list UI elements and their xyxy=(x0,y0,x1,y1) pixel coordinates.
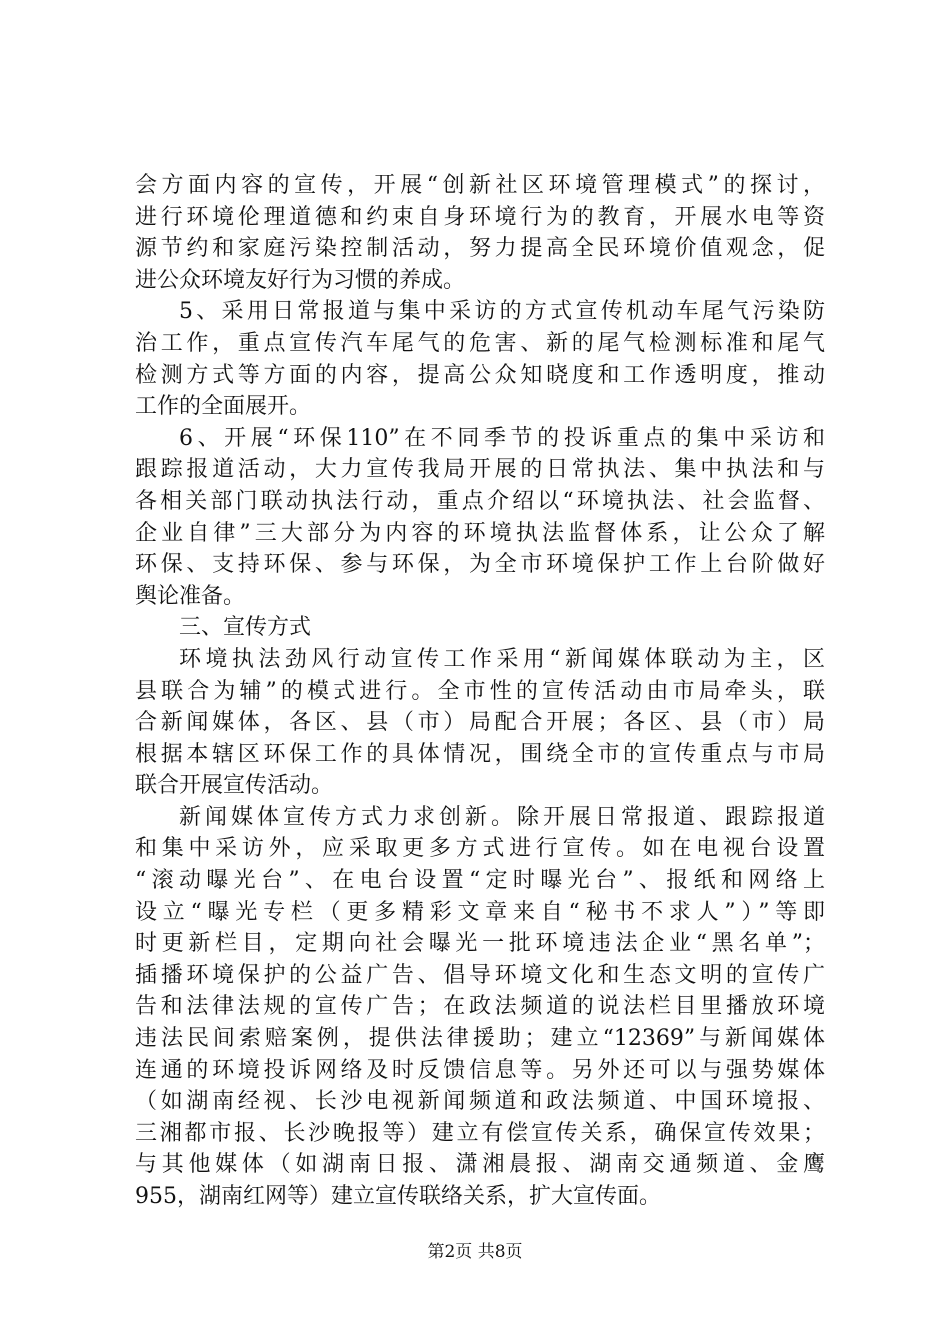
text-line: 5、采用日常报道与集中采访的方式宣传机动车尾气污染防 xyxy=(179,299,825,325)
text-line: 和集中采访外，应采取更多方式进行宣传。如在电视台设置 xyxy=(135,836,825,862)
text-line: （如湖南经视、长沙电视新闻频道和政法频道、中国环境报、 xyxy=(135,1089,825,1115)
text-line: 环保、支持环保、参与环保，为全市环境保护工作上台阶做好 xyxy=(135,552,825,578)
text-line: 舆论准备。 xyxy=(135,583,246,609)
text-line: 联合开展宣传活动。 xyxy=(135,773,334,799)
text-line: 合新闻媒体，各区、县（市）局配合开展；各区、县（市）局 xyxy=(135,710,825,736)
text-line: 县联合为辅”的模式进行。全市性的宣传活动由市局牵头，联 xyxy=(135,678,825,704)
text-line: 三湘都市报、长沙晚报等）建立有偿宣传关系，确保宣传效果； xyxy=(135,1120,825,1146)
text-line: “滚动曝光台”、在电台设置“定时曝光台”、报纸和网络上 xyxy=(135,868,825,894)
text-line: 各相关部门联动执法行动，重点介绍以“环境执法、社会监督、 xyxy=(135,488,825,514)
text-line: 进公众环境友好行为习惯的养成。 xyxy=(135,267,466,293)
text-line: 955，湖南红网等）建立宣传联络关系，扩大宣传面。 xyxy=(135,1184,661,1209)
text-line: 插播环境保护的公益广告、倡导环境文化和生态文明的宣传广 xyxy=(135,962,825,988)
text-line: 检测方式等方面的内容，提高公众知晓度和工作透明度，推动 xyxy=(135,362,825,388)
text-line: 进行环境伦理道德和约束自身环境行为的教育，开展水电等资 xyxy=(135,204,825,230)
text-line: 连通的环境投诉网络及时反馈信息等。另外还可以与强势媒体 xyxy=(135,1057,825,1083)
text-line: 告和法律法规的宣传广告；在政法频道的说法栏目里播放环境 xyxy=(135,994,825,1020)
text-line: 6、开展“环保110”在不同季节的投诉重点的集中采访和 xyxy=(179,425,825,451)
text-line: 跟踪报道活动，大力宣传我局开展的日常执法、集中执法和与 xyxy=(135,457,825,483)
text-line: 会方面内容的宣传，开展“创新社区环境管理模式”的探讨， xyxy=(135,173,825,198)
document-body xyxy=(135,170,825,1213)
text-line: 设立“曝光专栏（更多精彩文章来自“秘书不求人”）”等即 xyxy=(135,899,825,925)
page-footer: 第2页 共8页 xyxy=(427,1242,523,1262)
text-line: 三、宣传方式 xyxy=(179,615,312,641)
text-line: 时更新栏目，定期向社会曝光一批环境违法企业“黑名单”； xyxy=(135,931,825,957)
text-line: 新闻媒体宣传方式力求创新。除开展日常报道、跟踪报道 xyxy=(179,804,825,830)
text-line: 企业自律”三大部分为内容的环境执法监督体系，让公众了解 xyxy=(135,520,825,546)
text-line: 根据本辖区环保工作的具体情况，围绕全市的宣传重点与市局 xyxy=(135,741,825,767)
text-line: 源节约和家庭污染控制活动，努力提高全民环境价值观念，促 xyxy=(135,236,825,262)
text-line: 治工作，重点宣传汽车尾气的危害、新的尾气检测标准和尾气 xyxy=(135,330,825,356)
text-line: 违法民间索赔案例，提供法律援助；建立“12369”与新闻媒体 xyxy=(135,1026,825,1052)
text-line: 与其他媒体（如湖南日报、潇湘晨报、湖南交通频道、金鹰 xyxy=(135,1152,825,1178)
text-line: 工作的全面展开。 xyxy=(135,394,312,420)
text-line: 环境执法劲风行动宣传工作采用“新闻媒体联动为主，区 xyxy=(179,646,825,672)
